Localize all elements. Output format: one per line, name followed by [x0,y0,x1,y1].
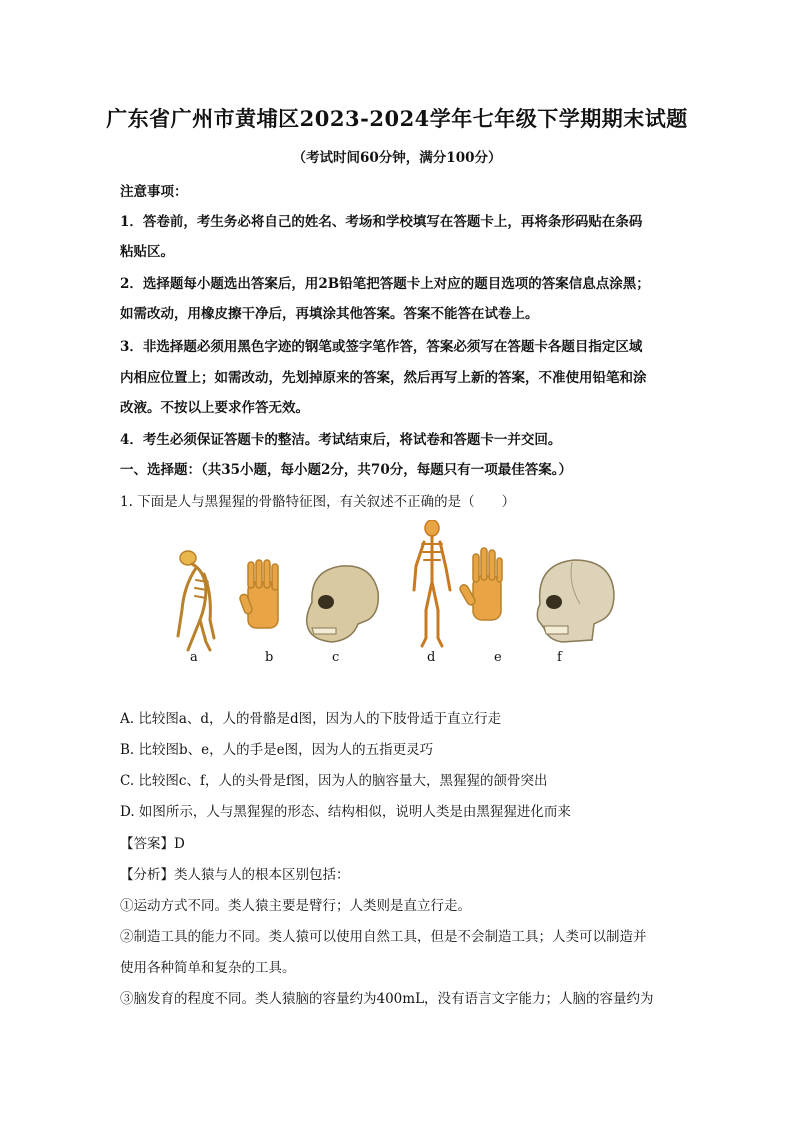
human-skeleton-image [414,520,450,646]
notice-line: 4．考生必须保证答题卡的整洁。考试结束后，将试卷和答题卡一并交回。 [120,432,562,448]
figure-label-a: a [190,650,198,665]
page-title: 广东省广州市黄埔区2023-2024学年七年级下学期期末试题 [106,106,688,131]
option-a: A. 比较图a、d，人的骨骼是d图，因为人的下肢骨适于直立行走 [120,711,502,727]
skeleton-comparison-figure [160,520,630,670]
figure-label-f: f [557,650,562,665]
question-stem: 1. 下面是人与黑猩猩的骨骼特征图，有关叙述不正确的是（ ） [120,494,516,510]
notice-line: 2．选择题每小题选出答案后，用2B铅笔把答题卡上对应的题目选项的答案信息点涂黑； [120,276,650,292]
option-d: D. 如图所示，人与黑猩猩的形态、结构相似，说明人类是由黑猩猩进化而来 [120,804,571,820]
chimpanzee-skull-image [307,566,379,642]
notice-line: 1．答卷前，考生务必将自己的姓名、考场和学校填写在答题卡上，再将条形码贴在条码 [120,214,643,230]
notice-line: 如需改动，用橡皮擦干净后，再填涂其他答案。答案不能答在试卷上。 [120,306,539,322]
analysis-line: 使用各种简单和复杂的工具。 [120,960,296,976]
notice-line: 3．非选择题必须用黑色字迹的钢笔或签字笔作答，答案必须写在答题卡各题目指定区域 [120,339,643,355]
chimpanzee-hand-image [239,560,278,628]
human-hand-image [459,548,502,620]
notice-line: 改液。不按以上要求作答无效。 [120,400,309,416]
chimpanzee-skeleton-image [178,551,214,650]
human-skull-image [537,560,614,642]
notice-line: 内相应位置上；如需改动，先划掉原来的答案，然后再写上新的答案，不准使用铅笔和涂 [120,370,647,386]
option-c: C. 比较图c、f，人的头骨是f图，因为人的脑容量大，黑猩猩的颌骨突出 [120,773,548,789]
analysis-line: ①运动方式不同。类人猿主要是臂行；人类则是直立行走。 [120,898,471,914]
notice-line: 粘贴区。 [120,244,174,260]
analysis-line: 【分析】类人猿与人的根本区别包括： [120,867,350,883]
notice-heading: 注意事项： [120,184,188,200]
exam-duration-note: （考试时间60分钟，满分100分） [292,150,502,166]
section-heading: 一、选择题：（共35小题，每小题2分，共70分，每题只有一项最佳答案。） [120,462,572,478]
analysis-line: ③脑发育的程度不同。类人猿脑的容量约为400mL，没有语言文字能力；人脑的容量约为 [120,991,654,1007]
answer-line: 【答案】D [120,836,185,852]
option-b: B. 比较图b、e，人的手是e图，因为人的五指更灵巧 [120,742,434,758]
figure-label-c: c [332,650,340,665]
figure-label-b: b [265,650,274,665]
figure-label-e: e [494,650,502,665]
analysis-line: ②制造工具的能力不同。类人猿可以使用自然工具，但是不会制造工具；人类可以制造并 [120,929,647,945]
figure-label-d: d [427,650,436,665]
